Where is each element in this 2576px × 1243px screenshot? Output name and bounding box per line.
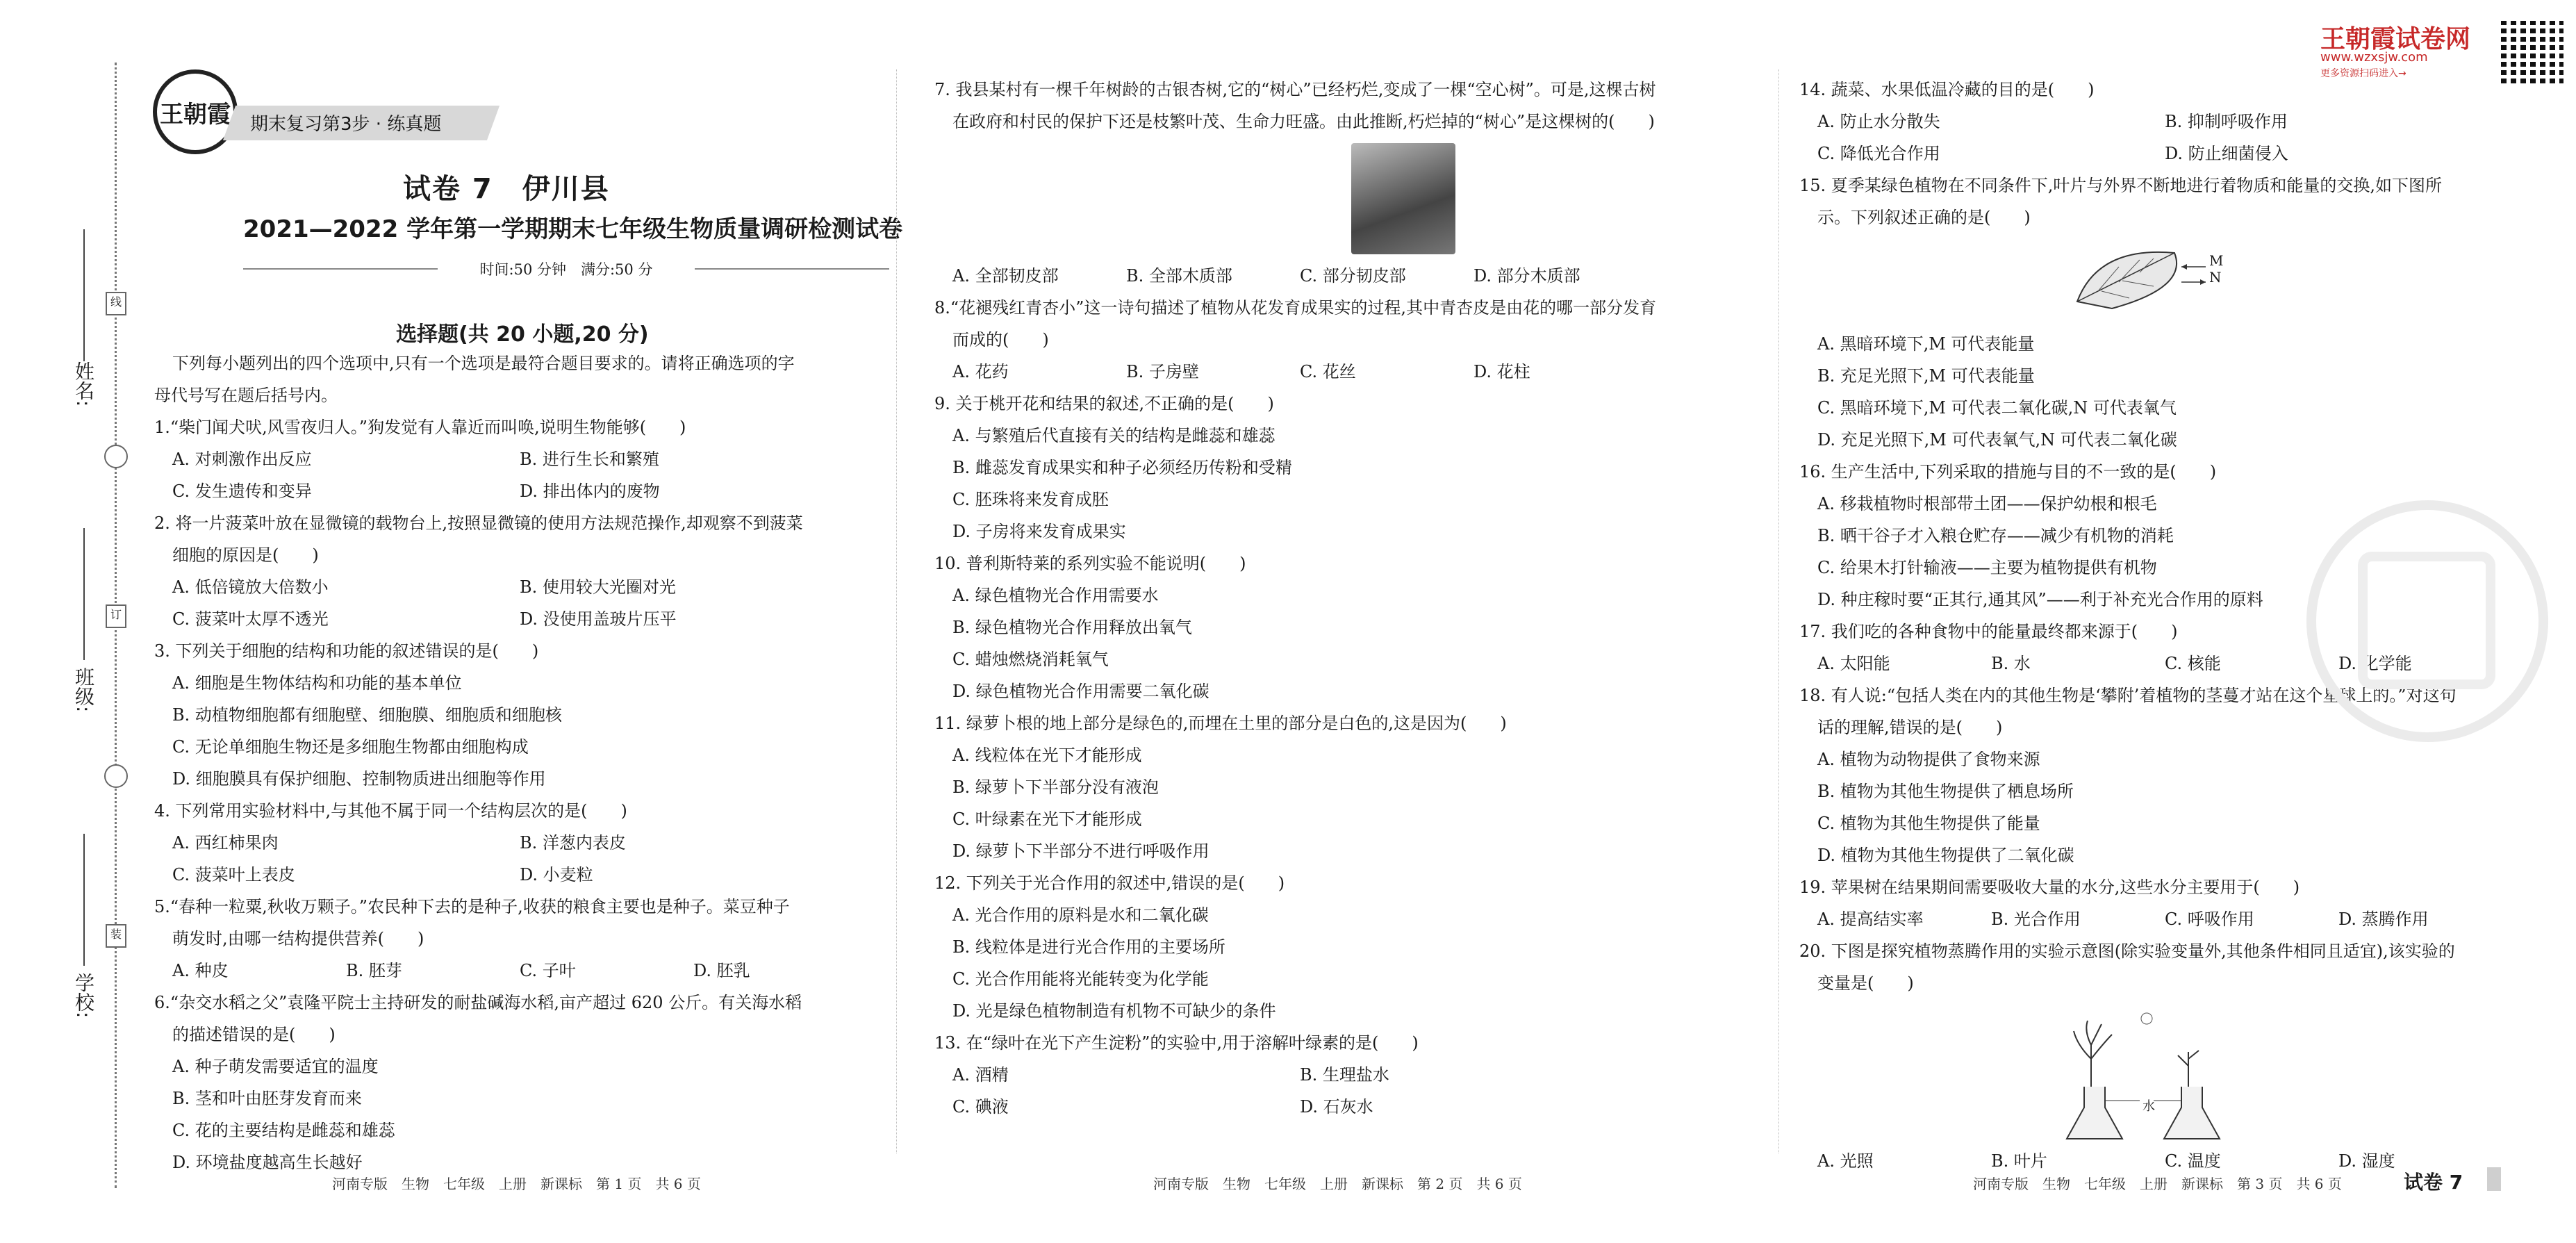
answer-option[interactable]: C. 花丝	[1300, 362, 1356, 381]
instruction-line: 母代号写在题后括号内。	[154, 386, 338, 405]
answer-option[interactable]: C. 光合作用能将光能转变为化学能	[952, 969, 1209, 989]
question	[1799, 74, 2522, 170]
answer-option[interactable]: A. 酒精	[952, 1065, 1009, 1085]
option-row	[154, 859, 870, 891]
page-footer-2: 河南专版 生物 七年级 上册 新课标 第 2 页 共 6 页	[1153, 1176, 1522, 1192]
question-stem: 6.“杂交水稻之父”袁隆平院士主持研发的耐盐碱海水稻,亩产超过 620 公斤。有关海水稻	[154, 993, 802, 1012]
option-row	[1799, 138, 2522, 170]
flask-label-water: 水	[2142, 1099, 2155, 1114]
option-row	[154, 955, 870, 987]
answer-option[interactable]: D. 排出体内的废物	[520, 481, 660, 501]
class-field-label: 班级:	[72, 667, 95, 713]
option-row	[934, 260, 1733, 292]
option-row	[154, 443, 870, 475]
brand-name: 王朝霞试卷网	[2320, 25, 2471, 53]
answer-option[interactable]: B. 胚芽	[346, 961, 402, 980]
exam-title: 试卷 7 伊川县	[403, 173, 610, 205]
answer-option[interactable]: B. 晒干谷子才入粮仓贮存——减少有机物的消耗	[1817, 526, 2174, 545]
question-stem: 在政府和村民的保护下还是枝繁叶茂、生命力旺盛。由此推断,朽烂掉的“树心”是这棵树的( )	[952, 112, 1655, 131]
option-row	[934, 1059, 1733, 1091]
answer-option[interactable]: A. 全部韧皮部	[952, 266, 1059, 286]
answer-option[interactable]: C. 胚珠将来发育成胚	[952, 490, 1109, 509]
question-stem: 话的理解,错误的是( )	[1817, 718, 2003, 737]
banner-text: 期末复习第3步 · 练真题	[250, 114, 442, 135]
answer-option[interactable]: B. 充足光照下,M 可代表能量	[1817, 366, 2035, 386]
option-row	[1799, 106, 2522, 138]
question-stem: 14. 蔬菜、水果低温冷藏的目的是( )	[1799, 80, 2095, 99]
question-stem: 而成的( )	[952, 330, 1049, 349]
question-stem: 4. 下列常用实验材料中,与其他不属于同一个结构层次的是( )	[154, 801, 627, 821]
answer-option[interactable]: A. 光合作用的原料是水和二氧化碳	[952, 905, 1209, 925]
question-stem: 2. 将一片菠菜叶放在显微镜的载物台上,按照显微镜的使用方法规范操作,却观察不到菠菜	[154, 513, 803, 533]
question-stem: 1.“柴门闻犬吠,风雪夜归人。”狗发觉有人靠近而叫唤,说明生物能够( )	[154, 418, 686, 437]
answer-option[interactable]: B. 子房壁	[1126, 362, 1199, 381]
leaf-label-n: N	[2209, 269, 2222, 286]
answer-option[interactable]: C. 叶绿素在光下才能形成	[952, 809, 1142, 829]
answer-option[interactable]: D. 绿萝卜下半部分不进行呼吸作用	[952, 841, 1209, 861]
answer-option[interactable]: A. 绿色植物光合作用需要水	[952, 586, 1159, 605]
ginkgo-tree-photo	[1351, 143, 1455, 254]
answer-option[interactable]: D. 环境盐度越高生长越好	[172, 1153, 363, 1172]
question-stem: 17. 我们吃的各种食物中的能量最终都来源于( )	[1799, 622, 2178, 641]
brand-note: 更多资源扫码进入→	[2320, 68, 2406, 79]
question	[934, 707, 1733, 867]
answer-option[interactable]: A. 植物为动物提供了食物来源	[1817, 750, 2040, 769]
answer-option[interactable]: C. 黑暗环境下,M 可代表二氧化碳,N 可代表氧气	[1817, 398, 2177, 418]
answer-option[interactable]: A. 低倍镜放大倍数小	[172, 577, 329, 597]
answer-option[interactable]: B. 线粒体是进行光合作用的主要场所	[952, 937, 1225, 957]
column-divider	[896, 69, 897, 1153]
answer-option[interactable]: B. 绿萝卜下半部分没有液泡	[952, 777, 1159, 797]
binding-mark-bind: 装	[106, 924, 126, 948]
tag-bar	[2487, 1167, 2501, 1191]
watermark-seal	[2306, 500, 2548, 742]
answer-option[interactable]: C. 降低光合作用	[1817, 144, 1940, 163]
answer-option[interactable]: A. 防止水分散失	[1817, 112, 1940, 131]
publisher-logo	[153, 69, 238, 154]
question-stem: 11. 绿萝卜根的地上部分是绿色的,而埋在土里的部分是白色的,这是因为( )	[934, 714, 1507, 733]
question-stem: 的描述错误的是( )	[172, 1025, 336, 1044]
answer-option[interactable]: B. 使用较大光圈对光	[520, 577, 676, 597]
question	[154, 507, 870, 635]
question	[1799, 935, 2522, 1177]
exam-tag: 试卷 7	[2404, 1171, 2463, 1194]
page-footer-1: 河南专版 生物 七年级 上册 新课标 第 1 页 共 6 页	[332, 1176, 701, 1192]
question-stem: 变量是( )	[1817, 973, 1914, 993]
leaf-label-m: M	[2209, 252, 2224, 269]
question-stem: 细胞的原因是( )	[172, 545, 319, 565]
answer-option[interactable]: D. 化学能	[2338, 654, 2412, 673]
question	[1799, 871, 2522, 935]
answer-option[interactable]: B. 抑制呼吸作用	[2165, 112, 2288, 131]
option-row	[154, 475, 870, 507]
answer-option[interactable]: B. 叶片	[1991, 1151, 2047, 1171]
answer-option[interactable]: B. 雌蕊发育成果实和种子必须经历传粉和受精	[952, 458, 1292, 477]
answer-option[interactable]: C. 给果木打针输液——主要为植物提供有机物	[1817, 558, 2157, 577]
binding-mark-order: 订	[106, 604, 126, 628]
answer-option[interactable]: D. 植物为其他生物提供了二氧化碳	[1817, 846, 2074, 865]
answer-option[interactable]: C. 子叶	[520, 961, 576, 980]
divider-left	[243, 268, 438, 270]
question	[154, 795, 870, 891]
instruction-line: 下列每小题列出的四个选项中,只有一个选项是最符合题目要求的。请将正确选项的字	[172, 354, 795, 373]
school-field-line[interactable]	[83, 834, 85, 966]
question-stem: 9. 关于桃开花和结果的叙述,不正确的是( )	[934, 394, 1274, 413]
answer-option[interactable]: C. 菠菜叶太厚不透光	[172, 609, 329, 629]
option-row	[154, 827, 870, 859]
answer-option[interactable]: D. 充足光照下,M 可代表氧气,N 可代表二氧化碳	[1817, 430, 2177, 450]
answer-option[interactable]: D. 防止细菌侵入	[2165, 144, 2288, 163]
class-field-line[interactable]	[83, 528, 85, 660]
answer-option[interactable]: D. 湿度	[2338, 1151, 2395, 1171]
logo-text: 王朝霞	[160, 100, 231, 129]
page-footer-3: 河南专版 生物 七年级 上册 新课标 第 3 页 共 6 页	[1973, 1176, 2342, 1192]
answer-option[interactable]: D. 种庄稼时要“正其行,通其风”——利于补充光合作用的原料	[1817, 590, 2263, 609]
question-stem: 16. 生产生活中,下列采取的措施与目的不一致的是( )	[1799, 462, 2217, 481]
question-stem: 15. 夏季某绿色植物在不同条件下,叶片与外界不断地进行着物质和能量的交换,如下图所	[1799, 176, 2443, 195]
answer-option[interactable]: B. 动植物细胞都有细胞壁、细胞膜、细胞质和细胞核	[172, 705, 562, 725]
question	[154, 987, 870, 1178]
answer-option[interactable]: C. 温度	[2165, 1151, 2221, 1171]
answer-option[interactable]: A. 太阳能	[1817, 654, 1890, 673]
leaf-diagram	[2070, 239, 2251, 322]
answer-option[interactable]: B. 全部木质部	[1126, 266, 1232, 286]
question-stem: 13. 在“绿叶在光下产生淀粉”的实验中,用于溶解叶绿素的是( )	[934, 1033, 1419, 1053]
answer-option[interactable]: C. 花的主要结构是雌蕊和雄蕊	[172, 1121, 395, 1140]
question	[1799, 170, 2522, 456]
binding-hole-icon	[104, 445, 128, 468]
answer-option[interactable]: D. 子房将来发育成果实	[952, 522, 1126, 541]
answer-option[interactable]: D. 小麦粒	[520, 865, 593, 884]
answer-option[interactable]: B. 水	[1991, 654, 2031, 673]
question-stem: 8.“花褪残红青杏小”这一诗句描述了植物从花发育成果实的过程,其中青杏皮是由花的哪一部分发育	[934, 298, 1657, 318]
column-2	[934, 74, 1733, 1123]
question	[154, 411, 870, 507]
answer-option[interactable]: A. 与繁殖后代直接有关的结构是雌蕊和雄蕊	[952, 426, 1275, 445]
answer-option[interactable]: D. 没使用盖玻片压平	[520, 609, 677, 629]
answer-option[interactable]: D. 细胞膜具有保护细胞、控制物质进出细胞等作用	[172, 769, 546, 789]
question-stem: 7. 我县某村有一棵千年树龄的古银杏树,它的“树心”已经朽烂,变成了一棵“空心树”。可是,这棵古树	[934, 80, 1656, 99]
flask-diagram	[2056, 1003, 2237, 1142]
answer-option[interactable]: C. 核能	[2165, 654, 2221, 673]
exam-subtitle: 2021—2022 学年第一学期期末七年级生物质量调研检测试卷	[243, 215, 903, 243]
answer-option[interactable]: D. 光是绿色植物制造有机物不可缺少的条件	[952, 1001, 1276, 1021]
question	[154, 891, 870, 987]
question-stem: 3. 下列关于细胞的结构和功能的叙述错误的是( )	[154, 641, 539, 661]
answer-option[interactable]: A. 细胞是生物体结构和功能的基本单位	[172, 673, 462, 693]
question	[934, 388, 1733, 548]
name-field-line[interactable]	[83, 229, 85, 361]
answer-option[interactable]: B. 光合作用	[1991, 909, 2081, 929]
question-stem: 19. 苹果树在结果期间需要吸收大量的水分,这些水分主要用于( )	[1799, 878, 2300, 897]
option-row	[934, 1091, 1733, 1123]
question	[934, 74, 1733, 292]
option-row	[1799, 903, 2522, 935]
question-stem: 5.“春种一粒粟,秋收万颗子。”农民种下去的是种子,收获的粮食主要也是种子。菜豆种子	[154, 897, 790, 916]
binding-mark-line: 线	[106, 292, 126, 315]
answer-option[interactable]: C. 菠菜叶上表皮	[172, 865, 295, 884]
question-stem: 示。下列叙述正确的是( )	[1817, 208, 2031, 227]
answer-option[interactable]: A. 种皮	[172, 961, 229, 980]
answer-option[interactable]: A. 花药	[952, 362, 1009, 381]
school-field-label: 学校:	[72, 973, 95, 1019]
answer-option[interactable]: A. 移栽植物时根部带土团——保护幼根和根毛	[1817, 494, 2157, 513]
answer-option[interactable]: D. 部分木质部	[1473, 266, 1580, 286]
question-stem: 萌发时,由哪一结构提供营养( )	[172, 929, 424, 948]
time-info: 时间:50 分钟 满分:50 分	[479, 261, 653, 278]
binding-hole-icon	[104, 764, 128, 788]
answer-option[interactable]: D. 胚乳	[693, 961, 750, 980]
answer-option[interactable]: C. 碘液	[952, 1097, 1009, 1117]
column-divider	[1778, 69, 1779, 1153]
answer-option[interactable]: A. 西红柿果肉	[172, 833, 279, 853]
option-row	[154, 603, 870, 635]
brand-url[interactable]: www.wzxsjw.com	[2320, 50, 2428, 65]
question-stem: 20. 下图是探究植物蒸腾作用的实验示意图(除实验变量外,其他条件相同且适宜),该实验的	[1799, 941, 2455, 961]
answer-option[interactable]: B. 生理盐水	[1300, 1065, 1389, 1085]
answer-option[interactable]: A. 提高结实率	[1817, 909, 1924, 929]
answer-option[interactable]: D. 花柱	[1473, 362, 1530, 381]
answer-option[interactable]: A. 种子萌发需要适宜的温度	[172, 1057, 379, 1076]
answer-option[interactable]: B. 茎和叶由胚芽发育而来	[172, 1089, 362, 1108]
answer-option[interactable]: A. 对刺激作出反应	[172, 450, 312, 469]
question	[934, 867, 1733, 1027]
question	[934, 548, 1733, 707]
option-row	[154, 571, 870, 603]
answer-option[interactable]: A. 线粒体在光下才能形成	[952, 746, 1142, 765]
answer-option[interactable]: C. 植物为其他生物提供了能量	[1817, 814, 2040, 833]
answer-option[interactable]: C. 发生遗传和变异	[172, 481, 312, 501]
answer-option[interactable]: C. 蜡烛燃烧消耗氧气	[952, 650, 1109, 669]
question	[154, 635, 870, 795]
question	[934, 1027, 1733, 1123]
answer-option[interactable]: C. 部分韧皮部	[1300, 266, 1406, 286]
name-field-label: 姓名:	[72, 361, 95, 407]
answer-option[interactable]: B. 进行生长和繁殖	[520, 450, 659, 469]
question-stem: 10. 普利斯特莱的系列实验不能说明( )	[934, 554, 1246, 573]
answer-option[interactable]: B. 绿色植物光合作用释放出氧气	[952, 618, 1192, 637]
question-stem: 18. 有人说:“包括人类在内的其他生物是‘攀附’着植物的茎蔓才站在这个星球上的。”对这句	[1799, 686, 2457, 705]
section-heading: 选择题(共 20 小题,20 分)	[396, 322, 649, 347]
answer-option[interactable]: D. 绿色植物光合作用需要二氧化碳	[952, 682, 1209, 701]
divider-right	[695, 268, 889, 270]
option-row	[934, 356, 1733, 388]
column-1	[154, 347, 870, 1178]
answer-option[interactable]: C. 无论单细胞生物还是多细胞生物都由细胞构成	[172, 737, 529, 757]
time-row	[243, 258, 889, 279]
answer-option[interactable]: B. 洋葱内表皮	[520, 833, 626, 853]
answer-option[interactable]: D. 蒸腾作用	[2338, 909, 2429, 929]
answer-option[interactable]: B. 植物为其他生物提供了栖息场所	[1817, 782, 2074, 801]
answer-option[interactable]: C. 呼吸作用	[2165, 909, 2254, 929]
question	[934, 292, 1733, 388]
answer-option[interactable]: A. 黑暗环境下,M 可代表能量	[1817, 334, 2035, 354]
question-stem: 12. 下列关于光合作用的叙述中,错误的是( )	[934, 873, 1285, 893]
answer-option[interactable]: D. 石灰水	[1300, 1097, 1373, 1117]
answer-option[interactable]: A. 光照	[1817, 1151, 1874, 1171]
